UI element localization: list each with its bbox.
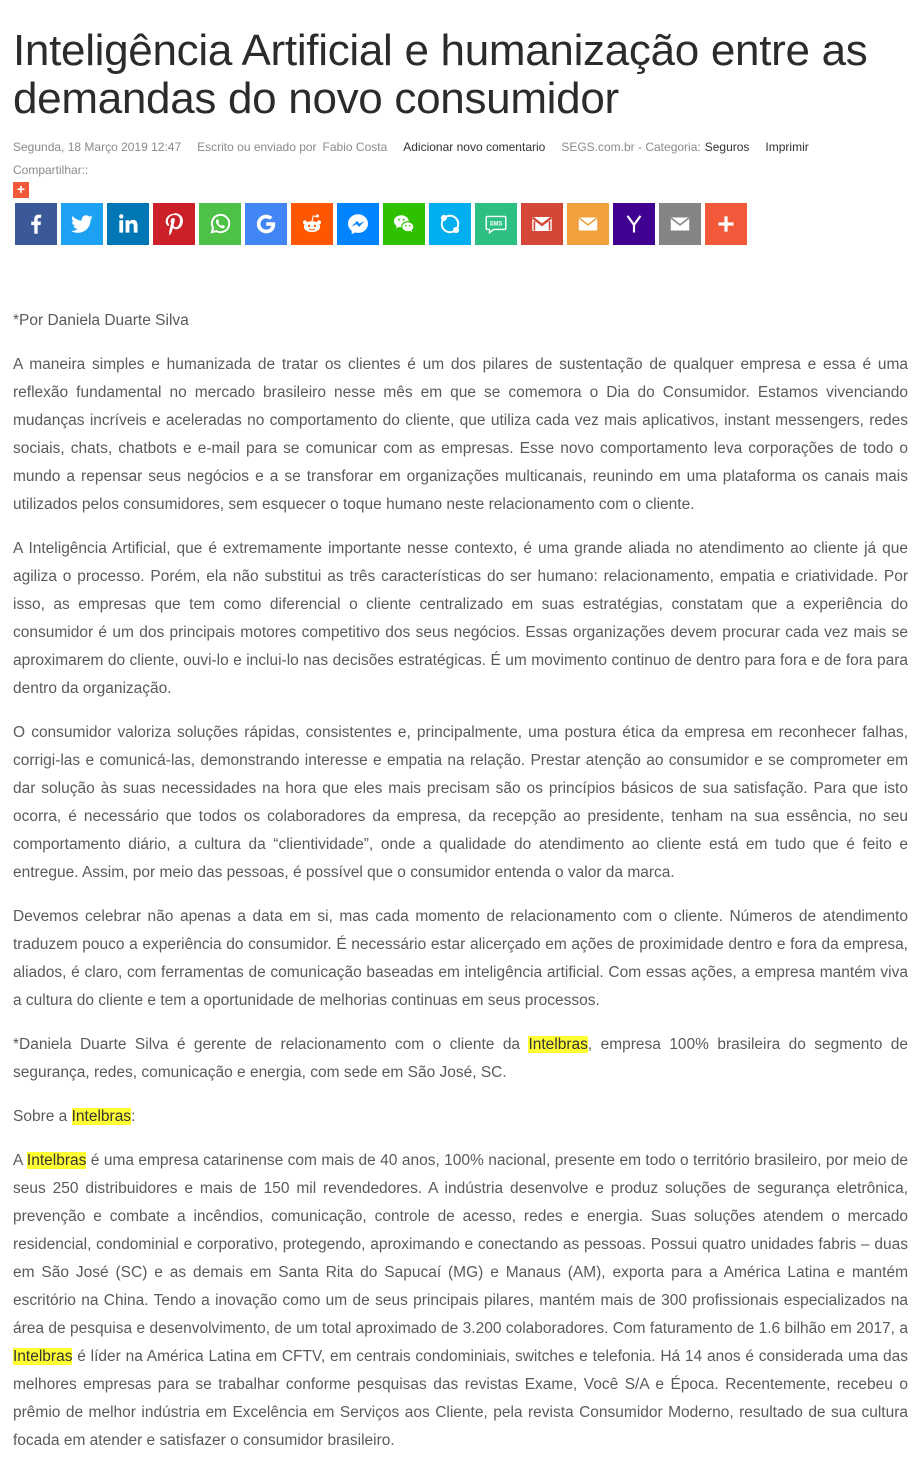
yahoo-share-button[interactable] [613, 203, 655, 245]
article-body [13, 307, 908, 1455]
pinterest-share-button[interactable] [153, 203, 195, 245]
google-share-button[interactable] [245, 203, 287, 245]
article-title: Inteligência Artificial e humanização entre as demandas do novo consumidor [13, 26, 868, 123]
sms-icon [483, 211, 509, 237]
sms-share-button[interactable] [475, 203, 517, 245]
paragraph-4: Devemos celebrar não apenas a data em si, mas cada momento de relacionamento com o cliente. Números de atendimento traduzem pouco a experiência do consumidor. É necessário estar alicerçado em ações de proximidade dentro e fora da empresa, aliados, é claro, com ferramentas de comunicação baseadas em inteligência artificial. Com essas ações, a empresa mantém viva a cultura do cliente e tem a oportunidade de melhorias continuas em seus processos. [13, 908, 908, 1009]
paragraph-6-text-end: : [131, 1108, 136, 1125]
sms-label: SMS [489, 221, 503, 228]
paragraph-6-text: Sobre a [13, 1108, 72, 1125]
paragraph-7-text-end: é líder na América Latina em CFTV, em centrais condominiais, switches e telefonia. Há 14 anos é considerada uma das melhores empresas para se trabalhar conforme pesquisas das revistas Exame, Você S/A e Época. Recentemente, recebeu o prêmio de melhor indústria em Excelência em Serviços aos Cliente, pela revista Consumidor Moderno, resultado de sua cultura focada em atender e satisfazer o consumidor brasileiro. [13, 1348, 908, 1449]
reddit-share-button[interactable] [291, 203, 333, 245]
add-comment-link[interactable]: Adicionar novo comentario [403, 140, 546, 154]
whatsapp-icon [207, 211, 233, 237]
paragraph-6 [13, 1103, 908, 1131]
gmail-share-button[interactable] [521, 203, 563, 245]
reddit-icon [299, 211, 325, 237]
share-buttons [15, 203, 908, 245]
email-icon [667, 211, 693, 237]
share-expand-button[interactable]: + [13, 182, 29, 198]
article-meta [13, 140, 908, 154]
twitter-icon [69, 211, 95, 237]
paragraph-7-text: A [13, 1152, 27, 1169]
messenger-icon [345, 211, 371, 237]
author-name: Fabio Costa [322, 140, 388, 154]
skype-icon [437, 211, 463, 237]
paragraph-1: A maneira simples e humanizada de tratar os clientes é um dos pilares de sustentação de qualquer empresa e essa é uma reflexão fundamental no mercado brasileiro nesse mês em que se comemora o Dia do Consumidor. Estamos vivenciando mudanças incríveis e aceleradas no comportamento do cliente, que utiliza cada vez mais aplicativos, instant messengers, redes sociais, chats, chatbots e e-mail para se comunicar com as empresas. Esse novo comportamento leva corporações de todo o mundo a repensar seus negócios e a se transforar em organizações multicanais, reunindo em uma plataforma os canais mais utilizados pelos consumidores, sem esquecer o toque humano neste relacionamento com o cliente. [13, 356, 908, 513]
category-prefix: SEGS.com.br - Categoria: [561, 140, 701, 154]
paragraph-7-text-mid: é uma empresa catarinense com mais de 40 anos, 100% nacional, presente em todo o território brasileiro, por meio de seus 250 distribuidores e mais de 150 mil revendedores. A indústria desenvolve e produz soluções de segurança eletrônica, prevenção e combate a incêndios, comunicação, controle de acesso, redes e energia. Suas soluções atendem o mercado residencial, condominial e corporativo, protegendo, aproximando e conectando as pessoas. Possui quatro unidades fabris – duas em São José (SC) e as demais em Santa Rita do Sapucaí (MG) e Manaus (AM), exporta para a América Latina e mantém escritório na China. Tendo a inovação como um de seus principais pilares, mantém mais de 300 profissionais especializados na área de pesquisa e desenvolvimento, de um total aproximado de 3.200 colaboradores. Com faturamento de 1.6 bilhão em 2017, a [13, 1152, 908, 1337]
highlight-intelbras: Intelbras [528, 1036, 588, 1053]
whatsapp-share-button[interactable] [199, 203, 241, 245]
google-icon [253, 211, 279, 237]
paragraph-2: A Inteligência Artificial, que é extremamente importante nesse contexto, é uma grande aliada no atendimento ao cliente já que agiliza o processo. Porém, ela não substitui as três características do ser humano: relacionamento, empatia e criatividade. Por isso, as empresas que tem como diferencial o cliente centralizado em suas estratégias, constatam que a experiência do consumidor é um dos principais motores competitivo dos seus negócios. Essas organizações devem procurar cada vez mais se aproximarem do cliente, ouvi-lo e inclui-lo nas decisões estratégicas. É um movimento continuo de dentro para fora e de fora para dentro da organização. [13, 540, 908, 697]
paragraph-3: O consumidor valoriza soluções rápidas, consistentes e, principalmente, uma postura ética da empresa em reconhecer falhas, corrigi-las e comunicá-las, demonstrando interesse e empatia na relação. Prestar atenção ao consumidor e se comprometer em dar solução às suas necessidades na hora que eles mais precisam são os princípios básicos de sua satisfação. Para que isto ocorra, é necessário que todos os colaboradores da empresa, da recepção ao presidente, tenham na sua essência, no seu comportamento diário, a cultura da “clientividade”, onde a qualidade do atendimento ao cliente está em tudo que é feito e entregue. Assim, por meio das pessoas, é possível que o consumidor entenda o valor da marca. [13, 724, 908, 881]
paragraph-5 [13, 1031, 908, 1087]
print-link[interactable]: Imprimir [765, 140, 809, 154]
mail-share-button[interactable] [567, 203, 609, 245]
facebook-icon [23, 211, 49, 237]
wechat-icon [391, 211, 417, 237]
paragraph-7 [13, 1147, 908, 1455]
twitter-share-button[interactable] [61, 203, 103, 245]
pinterest-icon [161, 211, 187, 237]
linkedin-icon [115, 211, 141, 237]
highlight-intelbras: Intelbras [71, 1108, 132, 1125]
envelope-icon [575, 211, 601, 237]
more-share-button[interactable] [705, 203, 747, 245]
author-line: *Por Daniela Duarte Silva [13, 312, 189, 329]
article-date: Segunda, 18 Março 2019 12:47 [13, 140, 182, 154]
email-share-button[interactable] [659, 203, 701, 245]
gmail-icon [529, 211, 555, 237]
wechat-share-button[interactable] [383, 203, 425, 245]
skype-share-button[interactable] [429, 203, 471, 245]
messenger-share-button[interactable] [337, 203, 379, 245]
facebook-share-button[interactable] [15, 203, 57, 245]
linkedin-share-button[interactable] [107, 203, 149, 245]
paragraph-5-text-end: , empresa 100% brasileira do segmento de segurança, redes, comunicação e energia, com sede em São José, SC. [13, 1036, 908, 1081]
highlight-intelbras: Intelbras [13, 1348, 73, 1365]
category-link[interactable]: Seguros [704, 140, 750, 154]
share-label: Compartilhar:: [13, 163, 89, 177]
author-prefix: Escrito ou enviado por [197, 140, 317, 154]
plus-icon [713, 211, 739, 237]
yahoo-icon [621, 211, 647, 237]
paragraph-5-text: *Daniela Duarte Silva é gerente de relacionamento com o cliente da [13, 1036, 529, 1053]
highlight-intelbras: Intelbras [26, 1152, 87, 1169]
